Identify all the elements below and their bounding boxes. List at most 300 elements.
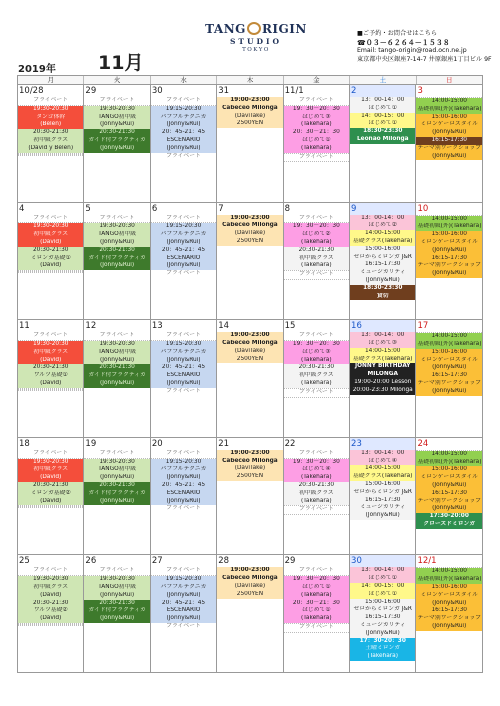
day-cell[interactable] bbox=[350, 438, 416, 555]
event-line: 貸切 bbox=[350, 293, 415, 301]
event-line: テーマ別ワークショップ bbox=[417, 615, 482, 622]
day-number: 7 bbox=[218, 203, 224, 214]
event-line: パフフルテクニカ bbox=[151, 584, 216, 592]
event-line: (DaviTake) bbox=[217, 113, 282, 121]
day-number: 4 bbox=[19, 203, 25, 214]
event-line: (Jonny&Rui) bbox=[350, 630, 415, 638]
event-line: パフフルテクニカ bbox=[151, 114, 216, 122]
event-line: プライベート bbox=[84, 450, 149, 459]
event-line: 2500YEN bbox=[217, 356, 282, 364]
event-line: ミロンガ基礎② bbox=[18, 490, 83, 498]
event-line: 19:00-20:00 Lesson bbox=[350, 379, 415, 387]
event-line: ミロンガ基礎① bbox=[18, 255, 83, 263]
event-line: 14:00-15:00 bbox=[416, 98, 482, 106]
event-line: 16:15-17:30 bbox=[416, 255, 482, 263]
day-number: 19 bbox=[85, 438, 97, 449]
event-line: プライベート bbox=[166, 622, 201, 629]
event-line: (Jonny&Rui) bbox=[84, 592, 149, 600]
day-cell[interactable] bbox=[350, 320, 416, 437]
event-line: 19:00-23:00 bbox=[217, 332, 282, 340]
event-line: 14：00-15：00 bbox=[350, 583, 415, 591]
event-line: Cabeceo Milonga bbox=[217, 105, 282, 113]
week-row bbox=[17, 320, 483, 438]
day-number: 16 bbox=[350, 320, 415, 332]
event-line: 2500YEN bbox=[217, 120, 282, 128]
event-line: (Jonny&Rui) bbox=[151, 121, 216, 129]
day-cell[interactable] bbox=[284, 320, 350, 437]
event-line: 13：00-14：00 bbox=[350, 215, 415, 223]
event-line: (Belen) bbox=[18, 121, 83, 129]
event-line: (Jonny&Rui) bbox=[151, 380, 216, 388]
event-line: パフフルテクニカ bbox=[151, 231, 216, 239]
event-line: (Takehara) bbox=[284, 498, 349, 506]
day-cell[interactable] bbox=[151, 320, 217, 437]
event-line: プライベート bbox=[151, 215, 216, 224]
day-number: 2 bbox=[350, 85, 415, 97]
event-line: はじめて③ bbox=[284, 349, 349, 357]
event-line: 14:00-15:00 bbox=[416, 333, 482, 341]
day-cell[interactable] bbox=[217, 203, 283, 320]
event-line: (DaviTake) bbox=[217, 230, 282, 238]
event-line: はじめて① bbox=[284, 137, 349, 145]
event-line: 19:15-20:30 bbox=[151, 223, 216, 231]
event-line: はじめて① bbox=[284, 607, 349, 615]
day-cell[interactable] bbox=[217, 555, 283, 672]
day-cell[interactable] bbox=[217, 85, 283, 202]
event-line: (Jonny&Rui) bbox=[416, 505, 482, 513]
event-line: プライベート bbox=[18, 215, 83, 224]
event-line: プライベート bbox=[151, 97, 216, 106]
event-line: はじめて① bbox=[284, 584, 349, 592]
event-line: はじめて③ bbox=[284, 114, 349, 122]
event-line: ゼロからミロンガ J&R bbox=[350, 254, 415, 262]
day-number: 10 bbox=[417, 203, 429, 214]
calendar-grid bbox=[17, 75, 483, 673]
event-line: 19:30-20:30 bbox=[84, 106, 149, 114]
event-line: (DaviTake) bbox=[217, 348, 282, 356]
event-line: 16:15-17:30 bbox=[416, 137, 482, 145]
event-line: 基礎クラス(Takehara) bbox=[350, 356, 415, 364]
event-line: 20:30-21:30 bbox=[18, 364, 83, 372]
event-line: はじめて① bbox=[350, 120, 415, 128]
event-line: 基礎クラス(Takehara) bbox=[350, 238, 415, 246]
event-line: (David) bbox=[18, 239, 83, 247]
day-cell[interactable] bbox=[18, 85, 84, 202]
day-number: 23 bbox=[350, 438, 415, 450]
event-line: (DaviTake) bbox=[217, 583, 282, 591]
event-line: (David) bbox=[18, 262, 83, 270]
event-line: 20:30-21:30 bbox=[84, 600, 149, 608]
event-line: (David) bbox=[18, 474, 83, 482]
day-cell[interactable] bbox=[416, 555, 483, 672]
event-line: プライベート bbox=[151, 332, 216, 341]
week-row bbox=[17, 555, 483, 673]
day-number: 21 bbox=[218, 438, 230, 449]
event-line: プライベート bbox=[18, 567, 83, 576]
event-line: テーマ別ワークショップ bbox=[417, 379, 482, 386]
event-line: 14:00-15:00 bbox=[416, 216, 482, 224]
event-line: 15:00-16:00 bbox=[416, 349, 482, 357]
day-cell[interactable] bbox=[84, 555, 150, 672]
event-line: (Jonny&Rui) bbox=[84, 121, 149, 129]
street-address: 東京都中央区銀座7-14-7 井原銀座1丁目ビル 9F bbox=[357, 55, 492, 63]
day-number: 10/28 bbox=[19, 86, 44, 96]
event-line: 15:00-16:00 bbox=[350, 599, 415, 607]
event-line: ESCENARIO bbox=[151, 137, 216, 145]
day-cell[interactable] bbox=[284, 555, 350, 672]
event-line: ガイド付プラクティカ bbox=[84, 490, 149, 498]
event-line: 14:00-15:00 bbox=[416, 568, 482, 576]
event-line: (Jonny&Rui) bbox=[84, 380, 149, 388]
event-line: 初中級クラス bbox=[284, 490, 349, 498]
event-line: 基礎初級(外)(Takehara) bbox=[417, 223, 482, 230]
event-line: 14:00-15:00 bbox=[350, 465, 415, 473]
event-line: プライベート bbox=[166, 505, 201, 512]
event-line: 15:00-16:00 bbox=[350, 481, 415, 489]
event-line: ゼロからミロンガ J&R bbox=[350, 489, 415, 497]
event-line: 13：00-14：00 bbox=[350, 450, 415, 458]
event-line: (Jonny&Rui) bbox=[416, 600, 482, 608]
event-line: (Takehara) bbox=[284, 474, 349, 482]
day-cell[interactable] bbox=[151, 555, 217, 672]
event-line: 基礎初級(外)(Takehara) bbox=[417, 458, 482, 465]
event-line: 19:30-20:30 bbox=[18, 223, 83, 231]
event-line: 19:30-20:30 bbox=[84, 459, 149, 467]
event-line: はじめて② bbox=[350, 222, 415, 230]
week-row bbox=[17, 438, 483, 556]
event-line: 19：30－20：30 bbox=[284, 106, 349, 114]
event-line: プライベート bbox=[18, 97, 83, 106]
email-address: Email: tango-origin@road.ocn.ne.jp bbox=[357, 47, 467, 55]
event-line: パフフルテクニカ bbox=[151, 349, 216, 357]
event-line: 14:00-15:00 bbox=[416, 451, 482, 459]
event-line: Leonao Milonga bbox=[350, 136, 415, 144]
event-line: Cabeceo Milonga bbox=[217, 575, 282, 583]
event-line: 15:00-16:00 bbox=[350, 246, 415, 254]
event-line: 初中級クラス bbox=[18, 349, 83, 357]
day-cell[interactable] bbox=[284, 203, 350, 320]
event-line: ミロンゲーロスタイル bbox=[416, 592, 482, 600]
event-line: 19：30－20：30 bbox=[284, 223, 349, 231]
event-line: 18:30-23:30 bbox=[350, 128, 415, 136]
empty-slot bbox=[18, 390, 83, 391]
event-line: ゼロからミロンガ J&R bbox=[350, 606, 415, 614]
event-line: 20:30-21:30 bbox=[284, 247, 349, 255]
event-line: プライベート bbox=[151, 567, 216, 576]
event-line: 19:00-23:00 bbox=[217, 567, 282, 575]
event-line: Cabeceo Milonga bbox=[217, 340, 282, 348]
event-line: 初中級クラス bbox=[284, 255, 349, 263]
phone-number: ☎０３－６２６４－１５３８ bbox=[357, 38, 450, 47]
week-row bbox=[17, 85, 483, 203]
event-line: 19:15-20:30 bbox=[151, 106, 216, 114]
event-line: 13：00-14：00 bbox=[350, 567, 415, 575]
day-number: 26 bbox=[85, 556, 97, 567]
event-line: 20：45-21：45 bbox=[151, 364, 216, 372]
day-number: 27 bbox=[151, 556, 163, 567]
event-line: 19：30－20：30 bbox=[284, 459, 349, 467]
day-cell[interactable] bbox=[151, 85, 217, 202]
event-line: 20:30-21:30 bbox=[18, 247, 83, 255]
day-cell[interactable] bbox=[217, 438, 283, 555]
event-line: 20：30－21：30 bbox=[284, 600, 349, 608]
day-cell[interactable] bbox=[350, 85, 416, 202]
event-line: (Jonny&Rui) bbox=[416, 623, 482, 631]
day-number: 3 bbox=[417, 86, 423, 96]
day-cell[interactable] bbox=[18, 203, 84, 320]
day-cell[interactable] bbox=[84, 203, 150, 320]
event-line: 19:30-20:30 bbox=[18, 459, 83, 467]
event-line: 17：30-20：30 bbox=[350, 638, 415, 646]
event-line: Cabeceo Milonga bbox=[217, 458, 282, 466]
day-number: 24 bbox=[417, 438, 429, 449]
event-line: 19:15-20:30 bbox=[151, 459, 216, 467]
event-line: 土曜ミロンガ bbox=[350, 645, 415, 653]
event-line: TANGO初中級 bbox=[84, 584, 149, 592]
event-line: はじめて① bbox=[350, 575, 415, 583]
event-line: (Takehara) bbox=[284, 357, 349, 365]
event-line: はじめて② bbox=[284, 231, 349, 239]
weekday-thu: 木 bbox=[217, 76, 283, 84]
event-line: (Jonny&Rui) bbox=[416, 270, 482, 278]
event-line: ワルツ基礎② bbox=[18, 607, 83, 615]
event-line: ESCENARIO bbox=[151, 607, 216, 615]
event-line: ワルツ基礎① bbox=[18, 372, 83, 380]
event-line: 15:00-16:00 bbox=[416, 114, 482, 122]
event-line: プライベート bbox=[284, 154, 349, 163]
event-line: プライベート bbox=[284, 624, 349, 633]
day-number: 8 bbox=[284, 203, 291, 214]
page-header bbox=[0, 0, 500, 75]
event-line: 基礎初級(外)(Takehara) bbox=[417, 105, 482, 112]
day-cell[interactable] bbox=[151, 438, 217, 555]
event-line: 20：45-21：45 bbox=[151, 482, 216, 490]
event-line: 19:30-20:30 bbox=[18, 576, 83, 584]
event-line: 20:30-21:30 bbox=[84, 364, 149, 372]
event-line: 15:00-16:00 bbox=[416, 584, 482, 592]
event-line: (David) bbox=[18, 380, 83, 388]
event-line: 20:30-21:30 bbox=[18, 129, 83, 137]
event-line: テーマ別ワークショップ bbox=[417, 144, 482, 151]
weekday-tue: 火 bbox=[84, 76, 150, 84]
day-cell[interactable] bbox=[18, 320, 84, 437]
day-cell[interactable] bbox=[284, 85, 350, 202]
event-line: 16:15-17:30 bbox=[350, 614, 415, 622]
day-cell[interactable] bbox=[284, 438, 350, 555]
logo-text-2: RIGIN bbox=[261, 22, 307, 36]
month-title: 11月 bbox=[98, 52, 144, 74]
day-cell[interactable] bbox=[84, 320, 150, 437]
day-number: 6 bbox=[151, 203, 158, 214]
event-line: ガイド付プラクティカ bbox=[84, 372, 149, 380]
weekday-mon: 月 bbox=[18, 76, 84, 84]
weekday-sun: 日 bbox=[445, 76, 453, 84]
event-line: プライベート bbox=[84, 215, 149, 224]
event-line: 19:00-23:00 bbox=[217, 215, 282, 223]
event-line: 20:00-23:30 Milonga bbox=[350, 387, 415, 395]
event-line: ミュージカリティ bbox=[350, 504, 415, 512]
event-line: (Jonny&Rui) bbox=[151, 357, 216, 365]
event-line: 20：45-21：45 bbox=[151, 129, 216, 137]
event-line: 19:30-20:30 bbox=[84, 576, 149, 584]
event-line: 初中級クラス bbox=[18, 231, 83, 239]
contact-block bbox=[357, 30, 492, 64]
event-line: プライベート bbox=[84, 332, 149, 341]
event-line: (Jonny&Rui) bbox=[84, 357, 149, 365]
day-cell[interactable] bbox=[84, 438, 150, 555]
event-line: (Jonny&Rui) bbox=[416, 482, 482, 490]
event-line: 19:15-20:30 bbox=[151, 341, 216, 349]
event-line: プライベート bbox=[284, 450, 349, 459]
day-number: 9 bbox=[350, 203, 415, 215]
event-line: 基礎初級(外)(Takehara) bbox=[417, 576, 482, 583]
empty-slot bbox=[18, 625, 83, 626]
day-cell[interactable] bbox=[416, 203, 483, 320]
event-line: (Jonny&Rui) bbox=[151, 145, 216, 153]
event-line: 20:30-21:30 bbox=[284, 364, 349, 372]
event-line: (Jonny&Rui) bbox=[151, 498, 216, 506]
day-cell[interactable] bbox=[84, 85, 150, 202]
event-line: (Takehara) bbox=[284, 145, 349, 153]
day-number: 15 bbox=[284, 321, 296, 332]
event-line: パフフルテクニカ bbox=[151, 466, 216, 474]
event-line: ガイド付プラクティカ bbox=[84, 137, 149, 145]
event-line: プライベート bbox=[84, 567, 149, 576]
event-line: 20：45-21：45 bbox=[151, 600, 216, 608]
event-line: (Jonny&Rui) bbox=[416, 388, 482, 396]
event-line: 2500YEN bbox=[217, 591, 282, 599]
event-line: TANGO初中級 bbox=[84, 114, 149, 122]
day-cell[interactable] bbox=[18, 438, 84, 555]
event-line: 初中級クラス bbox=[18, 584, 83, 592]
day-cell[interactable] bbox=[151, 203, 217, 320]
event-line: プライベート bbox=[151, 450, 216, 459]
event-line: (Jonny&Rui) bbox=[84, 262, 149, 270]
event-line: 20:30-21:30 bbox=[84, 247, 149, 255]
day-cell[interactable] bbox=[350, 203, 416, 320]
event-line: ESCENARIO bbox=[151, 490, 216, 498]
weekday-header bbox=[17, 75, 483, 85]
event-line: TANGO初中級 bbox=[84, 349, 149, 357]
event-line: 19:15-20:30 bbox=[151, 576, 216, 584]
event-line: 2500YEN bbox=[217, 473, 282, 481]
event-line: 19：30－20：30 bbox=[284, 341, 349, 349]
day-number: 25 bbox=[19, 556, 30, 567]
event-line: 14:00-15:00 bbox=[350, 348, 415, 356]
event-line: プライベート bbox=[166, 152, 201, 159]
event-line: クローズドミロンガ bbox=[416, 521, 482, 529]
event-line: 20:30-21:30 bbox=[84, 482, 149, 490]
event-line: (Jonny&Rui) bbox=[84, 498, 149, 506]
event-line: プライベート bbox=[284, 389, 349, 398]
event-line: 19:30-20:30 bbox=[84, 223, 149, 231]
event-line: 基礎初級(外)(Takehara) bbox=[417, 340, 482, 347]
event-line: (David) bbox=[18, 357, 83, 365]
event-line: (Jonny&Rui) bbox=[151, 262, 216, 270]
day-number: 12/1 bbox=[417, 556, 437, 567]
event-line: (Jonny&Rui) bbox=[151, 239, 216, 247]
event-line: 初中級クラス bbox=[18, 137, 83, 145]
event-line: ミロンゲーロスタイル bbox=[416, 474, 482, 482]
event-line: はじめて④ bbox=[284, 466, 349, 474]
event-line: 19:00-23:00 bbox=[217, 450, 282, 458]
day-number: 29 bbox=[284, 556, 296, 567]
event-line: 初中級クラス bbox=[18, 466, 83, 474]
day-number: 20 bbox=[151, 438, 163, 449]
day-cell[interactable] bbox=[18, 555, 84, 672]
day-number: 11/1 bbox=[284, 86, 304, 96]
event-line: (Jonny&Rui) bbox=[151, 615, 216, 623]
day-number: 18 bbox=[19, 438, 30, 449]
weekday-sat: 土 bbox=[350, 76, 416, 84]
event-line: 17:30-20:00 bbox=[416, 513, 482, 521]
event-line: (Jonny&Rui) bbox=[84, 474, 149, 482]
event-line: 初中級クラス bbox=[284, 372, 349, 380]
event-line: 20:30-21:30 bbox=[84, 129, 149, 137]
day-cell[interactable] bbox=[217, 320, 283, 437]
event-line: プライベート bbox=[284, 97, 349, 106]
event-line: 20：30－21：30 bbox=[284, 129, 349, 137]
event-line: プライベート bbox=[284, 332, 349, 341]
logo-text-1: TANG bbox=[205, 22, 246, 36]
event-line: (Jonny&Rui) bbox=[84, 145, 149, 153]
weekday-wed: 水 bbox=[151, 76, 217, 84]
event-line: (Jonny&Rui) bbox=[416, 247, 482, 255]
event-line: ミロンゲーロスタイル bbox=[416, 239, 482, 247]
day-cell[interactable] bbox=[416, 85, 483, 202]
event-line: 13：00-14：00 bbox=[350, 97, 415, 105]
event-line: (Jonny&Rui) bbox=[350, 277, 415, 285]
event-line: TANGO初中級 bbox=[84, 231, 149, 239]
event-line: 19:30-20:30 bbox=[18, 106, 83, 114]
event-line: 13：00-14：00 bbox=[350, 332, 415, 340]
event-line: ESCENARIO bbox=[151, 255, 216, 263]
event-line: 16:15-17:30 bbox=[416, 490, 482, 498]
event-line: (Jonny&Rui) bbox=[151, 474, 216, 482]
day-number: 14 bbox=[218, 321, 230, 332]
day-cell[interactable] bbox=[416, 320, 483, 437]
event-line: テーマ別ワークショップ bbox=[417, 262, 482, 269]
event-line: テーマ別ワークショップ bbox=[417, 497, 482, 504]
event-line: (David y Belen) bbox=[18, 145, 83, 153]
event-line: 14：00-15：00 bbox=[350, 113, 415, 121]
empty-slot bbox=[18, 272, 83, 273]
event-line: 19:00-23:00 bbox=[217, 97, 282, 105]
event-line: プライベート bbox=[284, 215, 349, 224]
day-cell[interactable] bbox=[350, 555, 416, 672]
day-number: 5 bbox=[85, 203, 91, 214]
day-number: 29 bbox=[85, 86, 97, 96]
empty-slot bbox=[18, 155, 83, 156]
event-line: 16:15-17:30 bbox=[350, 497, 415, 505]
day-number: 31 bbox=[218, 86, 230, 96]
day-number: 22 bbox=[284, 438, 296, 449]
event-line: (Takehara) bbox=[284, 615, 349, 623]
event-line: 20:30-21:30 bbox=[18, 482, 83, 490]
year-label: 2019年 bbox=[18, 64, 56, 75]
day-number: 30 bbox=[151, 86, 163, 96]
event-line: 15:00-16:00 bbox=[416, 466, 482, 474]
event-line: 20：45-21：45 bbox=[151, 247, 216, 255]
event-line: はじめて① bbox=[350, 591, 415, 599]
day-cell[interactable] bbox=[416, 438, 483, 555]
event-line: ミュージカリティ bbox=[350, 269, 415, 277]
week-rows bbox=[17, 85, 483, 673]
day-number: 28 bbox=[218, 556, 230, 567]
event-line: (David) bbox=[18, 498, 83, 506]
event-line: (Takehara) bbox=[284, 262, 349, 270]
event-line: (Takehara) bbox=[284, 239, 349, 247]
